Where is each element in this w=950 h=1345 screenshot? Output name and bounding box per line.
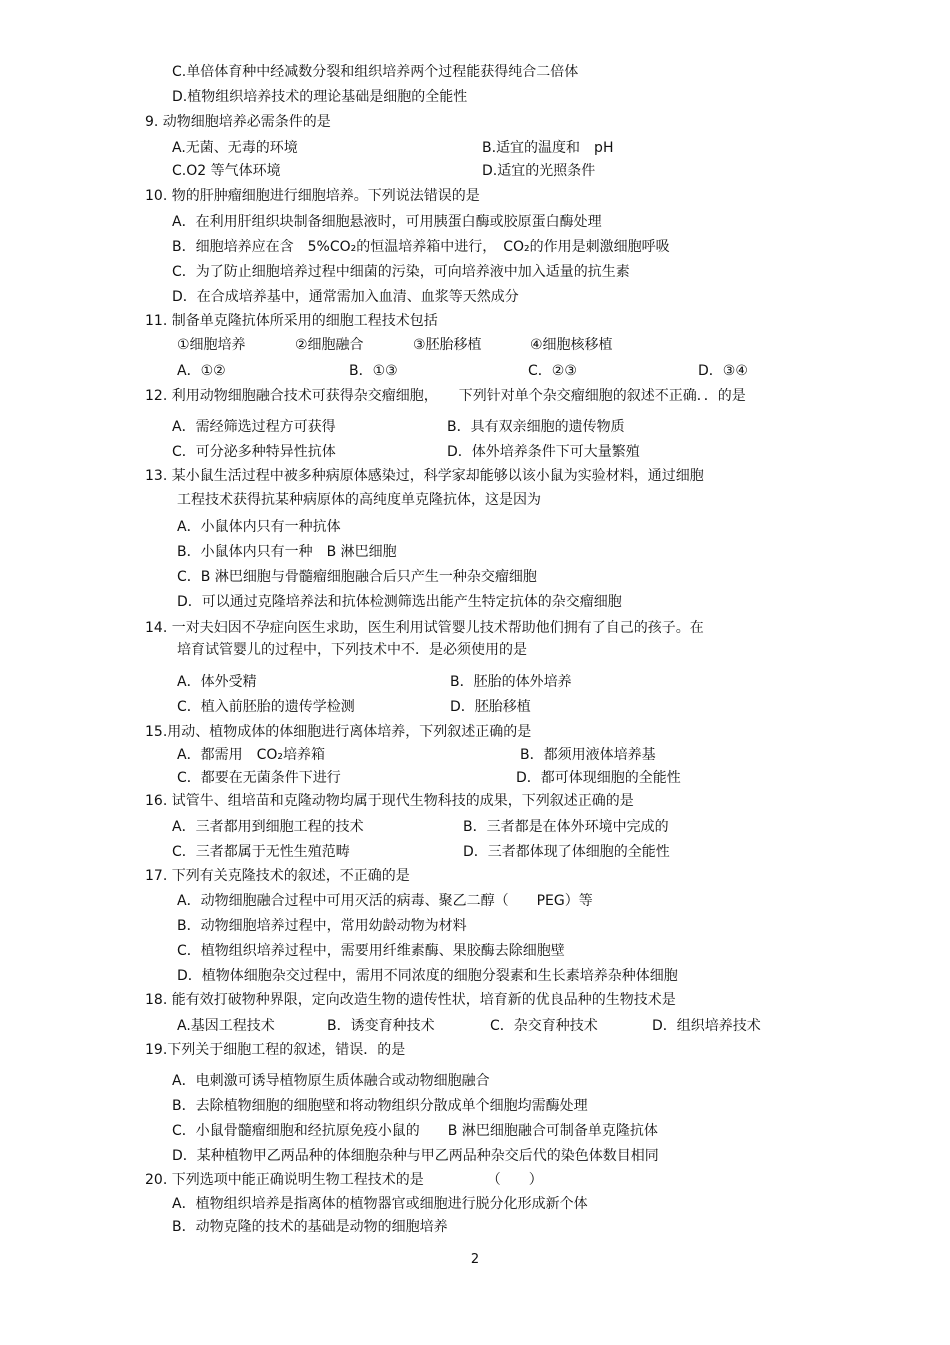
q8-option-c: C.单倍体育种中经减数分裂和组织培养两个过程能获得纯合二倍体 xyxy=(172,64,579,80)
q11-stem: 11. 制备单克隆抗体所采用的细胞工程技术包括 xyxy=(145,313,438,329)
q14-option-d: D．胚胎移植 xyxy=(450,699,531,715)
q16-option-a: A．三者都用到细胞工程的技术 xyxy=(172,819,364,835)
q11-option-b: B．①③ xyxy=(349,363,398,379)
q20-option-a: A．植物组织培养是指离体的植物器官或细胞进行脱分化形成新个体 xyxy=(172,1196,588,1212)
q16-stem: 16. 试管牛、组培苗和克隆动物均属于现代生物科技的成果，下列叙述正确的是 xyxy=(145,793,634,809)
q18-stem: 18. 能有效打破物种界限，定向改造生物的遗传性状，培育新的优良品种的生物技术是 xyxy=(145,992,676,1008)
q9-option-c: C.O2 等气体环境 xyxy=(172,163,281,179)
q12-stem: 12. 利用动物细胞融合技术可获得杂交瘤细胞， 下列针对单个杂交瘤细胞的叙述不正确．．的是 xyxy=(145,388,746,404)
q14-stem-2: 培育试管婴儿的过程中，下列技术中不．是必须使用的是 xyxy=(177,642,527,658)
q10-option-d: D．在合成培养基中，通常需加入血清、血浆等天然成分 xyxy=(172,289,519,305)
q13-option-d: D．可以通过克隆培养法和抗体检测筛选出能产生特定抗体的杂交瘤细胞 xyxy=(177,594,622,610)
q14-option-a: A．体外受精 xyxy=(177,674,257,690)
q13-option-a: A．小鼠体内只有一种抗体 xyxy=(177,519,341,535)
q17-option-d: D．植物体细胞杂交过程中，需用不同浓度的细胞分裂素和生长素培养杂种体细胞 xyxy=(177,968,678,984)
q12-option-b: B．具有双亲细胞的遗传物质 xyxy=(447,419,625,435)
q12-option-d: D．体外培养条件下可大量繁殖 xyxy=(447,444,640,460)
q13-option-b: B．小鼠体内只有一种 B 淋巴细胞 xyxy=(177,544,397,560)
q11-item-3: ③胚胎移植 xyxy=(413,337,482,353)
q17-option-c: C．植物组织培养过程中，需要用纤维素酶、果胶酶去除细胞壁 xyxy=(177,943,565,959)
q18-option-b: B．诱变育种技术 xyxy=(327,1018,435,1034)
q14-option-b: B．胚胎的体外培养 xyxy=(450,674,572,690)
q8-option-d: D.植物组织培养技术的理论基础是细胞的全能性 xyxy=(172,89,468,105)
q19-option-d: D．某种植物甲乙两品种的体细胞杂种与甲乙两品种杂交后代的染色体数目相同 xyxy=(172,1148,659,1164)
q20-option-b: B．动物克隆的技术的基础是动物的细胞培养 xyxy=(172,1219,448,1235)
q9-stem: 9. 动物细胞培养必需条件的是 xyxy=(145,114,331,130)
q9-option-b: B.适宜的温度和 pH xyxy=(482,140,614,156)
q14-option-c: C．植入前胚胎的遗传学检测 xyxy=(177,699,355,715)
q13-stem-2: 工程技术获得抗某种病原体的高纯度单克隆抗体，这是因为 xyxy=(177,492,541,508)
q17-option-b: B．动物细胞培养过程中，常用幼龄动物为材料 xyxy=(177,918,467,934)
q18-option-a: A.基因工程技术 xyxy=(177,1018,275,1034)
q11-item-4: ④细胞核移植 xyxy=(530,337,613,353)
q9-option-d: D.适宜的光照条件 xyxy=(482,163,596,179)
q19-stem: 19.下列关于细胞工程的叙述，错误．的是 xyxy=(145,1042,406,1058)
q16-option-b: B．三者都是在体外环境中完成的 xyxy=(463,819,669,835)
q13-stem-1: 13. 某小鼠生活过程中被多种病原体感染过，科学家却能够以该小鼠为实验材料，通过细胞 xyxy=(145,468,704,484)
q17-option-a: A．动物细胞融合过程中可用灭活的病毒、聚乙二醇（ PEG）等 xyxy=(177,893,593,909)
page-number: 2 xyxy=(470,1252,480,1267)
q9-option-a: A.无菌、无毒的环境 xyxy=(172,140,298,156)
q15-option-b: B．都须用液体培养基 xyxy=(520,747,656,763)
q11-option-a: A．①② xyxy=(177,363,226,379)
q19-option-a: A．电刺激可诱导植物原生质体融合或动物细胞融合 xyxy=(172,1073,490,1089)
q18-option-c: C．杂交育种技术 xyxy=(490,1018,598,1034)
q16-option-d: D．三者都体现了体细胞的全能性 xyxy=(463,844,670,860)
q12-option-a: A．需经筛选过程方可获得 xyxy=(172,419,336,435)
q15-stem: 15.用动、植物成体的体细胞进行离体培养，下列叙述正确的是 xyxy=(145,724,532,740)
q11-item-1: ①细胞培养 xyxy=(177,337,246,353)
q10-option-a: A．在利用肝组织块制备细胞悬液时，可用胰蛋白酶或胶原蛋白酶处理 xyxy=(172,214,602,230)
q16-option-c: C．三者都属于无性生殖范畴 xyxy=(172,844,350,860)
q10-option-b: B．细胞培养应在含 5%CO₂的恒温培养箱中进行， CO₂的作用是刺激细胞呼吸 xyxy=(172,239,670,255)
q13-option-c: C．B 淋巴细胞与骨髓瘤细胞融合后只产生一种杂交瘤细胞 xyxy=(177,569,537,585)
q15-option-c: C．都要在无菌条件下进行 xyxy=(177,770,341,786)
q15-option-a: A．都需用 CO₂培养箱 xyxy=(177,747,325,763)
q20-stem: 20. 下列选项中能正确说明生物工程技术的是 （ ） xyxy=(145,1172,543,1188)
q19-option-c: C．小鼠骨髓瘤细胞和经抗原免疫小鼠的 B 淋巴细胞融合可制备单克隆抗体 xyxy=(172,1123,658,1139)
q17-stem: 17. 下列有关克隆技术的叙述，不正确的是 xyxy=(145,868,410,884)
q11-item-2: ②细胞融合 xyxy=(295,337,364,353)
q11-option-d: D．③④ xyxy=(698,363,748,379)
q15-option-d: D．都可体现细胞的全能性 xyxy=(516,770,681,786)
q18-option-d: D．组织培养技术 xyxy=(652,1018,761,1034)
q11-option-c: C．②③ xyxy=(528,363,577,379)
q19-option-b: B．去除植物细胞的细胞壁和将动物组织分散成单个细胞均需酶处理 xyxy=(172,1098,588,1114)
q14-stem-1: 14. 一对夫妇因不孕症向医生求助，医生利用试管婴儿技术帮助他们拥有了自己的孩子。在 xyxy=(145,620,704,636)
q10-stem: 10. 物的肝肿瘤细胞进行细胞培养。下列说法错误的是 xyxy=(145,188,480,204)
q12-option-c: C．可分泌多种特异性抗体 xyxy=(172,444,336,460)
q10-option-c: C．为了防止细胞培养过程中细菌的污染，可向培养液中加入适量的抗生素 xyxy=(172,264,630,280)
